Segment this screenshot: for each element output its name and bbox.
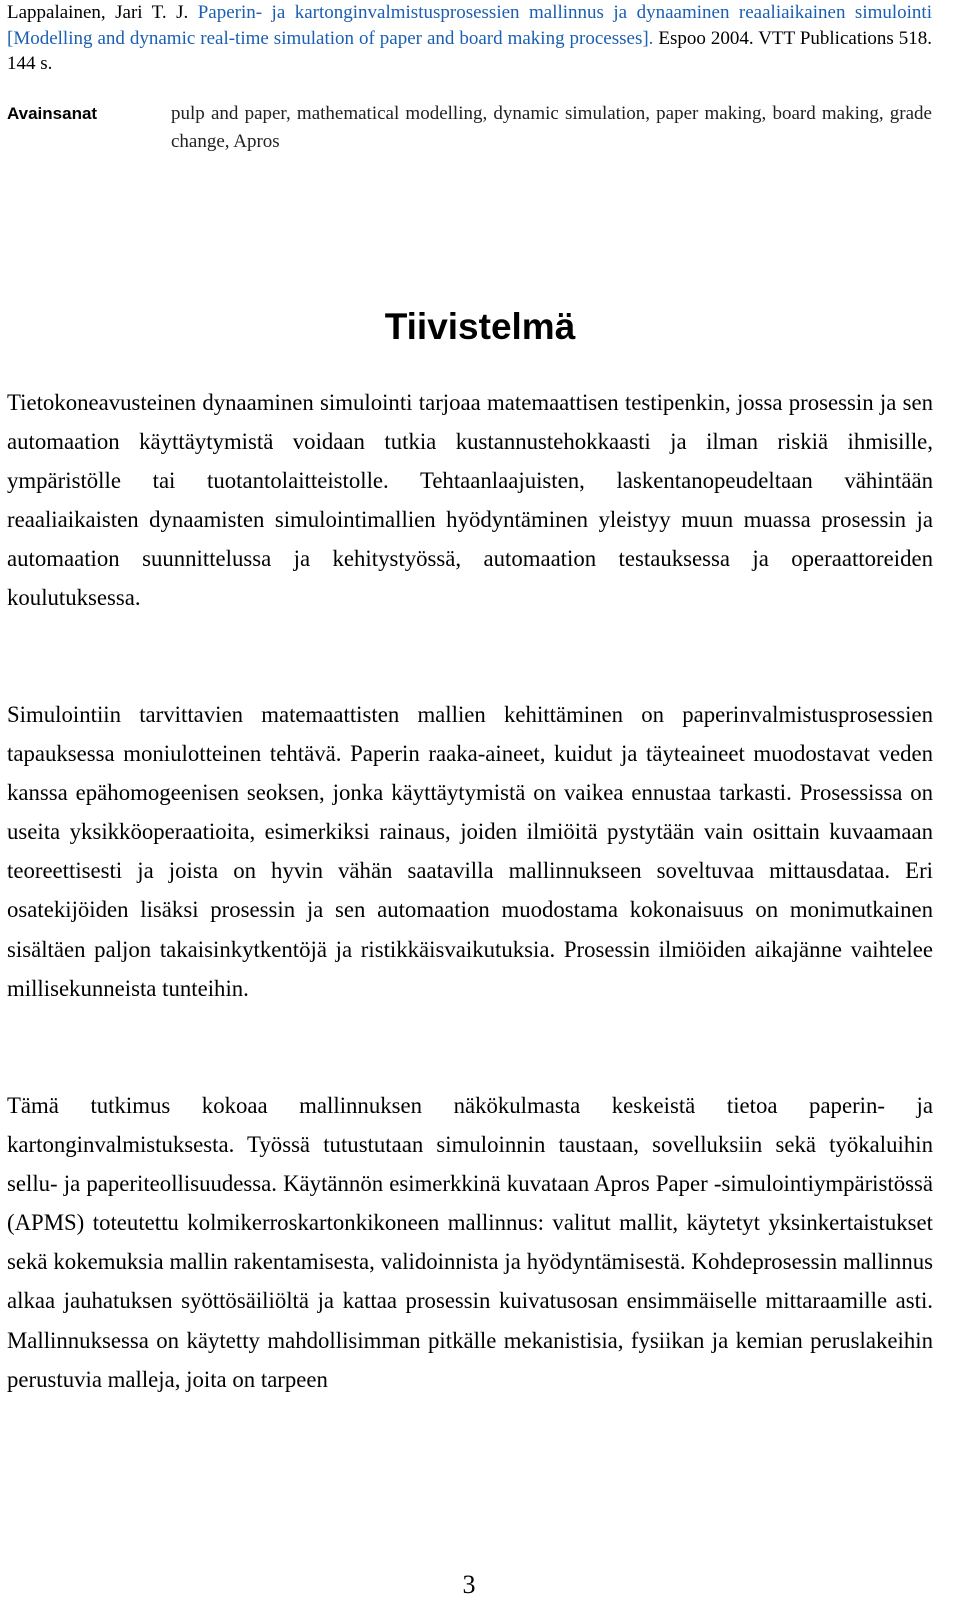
citation-title-link[interactable]: Paperin- ja kartonginvalmistusprosessien mallinnus ja dynaaminen reaaliaikainen simulointi [Modelling and dynamic real-time simulation of paper and board making processes]. xyxy=(7,2,932,49)
abstract-paragraph-2: Simulointiin tarvittavien matemaattisten mallien kehittäminen on paperinvalmistusprosessien tapauksessa moniulotteinen tehtävä. Paperin raaka-aineet, kuidut ja täyteaineet muodostavat veden kanssa epähomogeenisen seoksen, jonka käyttäytymistä on vaikea ennustaa tarkasti. Prosessissa on useita yksikköoperaatioita, esimerkiksi rainaus, joiden ilmiöitä pystytään vain osittain kuvaamaan teoreettisesti ja joista on hyvin vähän saatavilla mallinnukseen soveltuvaa mittausdataa. Eri osatekijöiden lisäksi prosessin ja sen automaation muodostama kokonaisuus on monimutkainen sisältäen paljon takaisinkytkentöjä ja ristikkäisvaikutuksia. Prosessin ilmiöiden aikajänne vaihtelee millisekunneista tunteihin. xyxy=(7,702,933,1001)
keywords-label: Avainsanat xyxy=(7,104,98,123)
keywords-text: pulp and paper, mathematical modelling, dynamic simulation, paper making, board making, grade change, Apros xyxy=(171,103,932,152)
abstract-paragraph-1: Tietokoneavusteinen dynaaminen simulointi tarjoaa matemaattisen testipenkin, jossa prosessin ja sen automaation käyttäytymistä voidaan tutkia kustannustehokkaasti ja ilman riskiä ihmisille, ympäristölle tai tuotantolaitteistolle. Tehtaanlaajuisten, laskentanopeudeltaan vähintään reaaliaikaisten dynaamisten simulointimallien hyödyntäminen yleistyy muun muassa prosessin ja automaation suunnittelussa ja kehitystyössä, automaation testauksessa ja operaattoreiden koulutuksessa. xyxy=(7,390,933,611)
page-number: 3 xyxy=(462,1570,476,1599)
citation-authors: Lappalainen, Jari T. J. xyxy=(7,2,189,23)
abstract-paragraph-3: Tämä tutkimus kokoaa mallinnuksen näkökulmasta keskeistä tietoa paperin- ja kartonginvalmistuksesta. Työssä tutustutaan simuloinnin taustaan, sovelluksiin sekä työkaluihin sellu- ja paperiteollisuudessa. Käytännön esimerkkinä kuvataan Apros Paper -simulointiympäristössä (APMS) toteutettu kolmikerroskartonkikoneen mallinnus: valitut mallit, käytetyt yksinkertaistukset sekä kokemuksia mallin rakentamisesta, validoinnista ja hyödyntämisestä. Kohdeprosessin mallinnus alkaa jauhatuksen syöttösäiliöltä ja kattaa prosessin kuivatusosan ensimmäiselle mittaraamille asti. Mallinnuksessa on käytetty mahdollisimman pitkälle mekanistisia, fysiikan ja kemian peruslakeihin perustuvia malleja, joita on tarpeen xyxy=(7,1093,933,1392)
abstract-heading: Tiivistelmä xyxy=(384,306,576,347)
citation xyxy=(7,0,932,77)
citation-publisher: Espoo 2004. VTT Publications 518. 144 s. xyxy=(7,27,932,74)
